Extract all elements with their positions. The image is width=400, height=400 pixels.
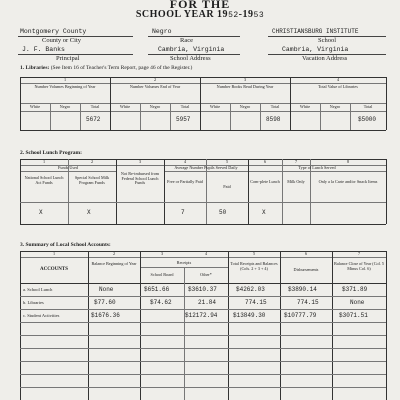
acct-colnum-4: 4 xyxy=(204,251,208,256)
acct-b-balance-close: None xyxy=(350,299,365,306)
acct-c-disbursements: $10777.79 xyxy=(284,312,317,319)
lunch-colnum-8: 8 xyxy=(346,159,350,164)
school-label: School xyxy=(318,37,337,44)
lib-sub-white-4: White xyxy=(299,104,311,109)
libraries-note: (See Item 16 of Teacher's Term Report, page 46 of the Register.) xyxy=(50,65,193,71)
principal-label: Principal xyxy=(56,55,80,62)
acct-a-other: $3610.37 xyxy=(188,286,217,293)
address-label: School Address xyxy=(170,55,211,62)
lunch-head-milk-only: Milk Only xyxy=(287,179,305,184)
acct-head-school-board: School Board xyxy=(150,272,174,277)
school-year-end: 53 xyxy=(253,11,265,20)
race-label: Race xyxy=(180,37,193,44)
lunch-head-not-reimbursed: Not Re-imbursed from Federal School Lunch Funds xyxy=(120,171,160,186)
acct-colnum-1: 1 xyxy=(52,251,56,256)
acct-head-receipts: Receipts xyxy=(176,260,192,265)
lunch-colnum-3: 3 xyxy=(138,159,142,164)
acct-b-school-board: $74.62 xyxy=(150,299,172,306)
acct-colnum-7: 7 xyxy=(357,251,361,256)
lunch-colnum-1: 1 xyxy=(42,159,46,164)
acct-a-total-receipts: $4262.03 xyxy=(236,286,265,293)
lib-head-total-value: Total Value of Libraries xyxy=(318,84,358,89)
lunch-heading: 2. School Lunch Program: xyxy=(20,150,82,156)
lunch-head-complete: Com-plete Lunch xyxy=(250,179,280,184)
acct-row-label-libraries: b. Libraries xyxy=(23,300,44,305)
acct-colnum-3: 3 xyxy=(160,251,164,256)
lunch-head-free: Free or Partially Paid xyxy=(167,179,203,184)
lunch-colnum-7: 7 xyxy=(294,159,298,164)
acct-head-total-receipts: Total Receipts and Balances (Cols. 2 + 3 + 4) xyxy=(230,261,278,271)
lib-volumes-end-total: 5957 xyxy=(176,116,191,123)
lib-sub-total-1: Total xyxy=(90,104,100,109)
lib-sub-white-3: White xyxy=(209,104,221,109)
lunch-val-free: 7 xyxy=(181,209,185,216)
race-value: Negro xyxy=(152,28,172,35)
accounts-heading: 3. Summary of Local School Accounts: xyxy=(20,242,111,248)
lunch-head-paid: Paid xyxy=(223,184,231,189)
lib-head-volumes-begin: Number Volumes Beginning of Year xyxy=(34,84,96,89)
acct-colnum-6: 6 xyxy=(304,251,308,256)
lunch-val-milk-program: X xyxy=(87,209,91,216)
lunch-colnum-6: 6 xyxy=(263,159,267,164)
acct-head-other: Other* xyxy=(200,272,212,277)
lib-sub-white-2: White xyxy=(119,104,131,109)
acct-b-balance-begin: $77.60 xyxy=(94,299,116,306)
acct-head-disbursements: Disbursements xyxy=(293,267,319,272)
acct-head-balance-begin: Balance Beginning of Year xyxy=(91,261,137,266)
county-value: Montgomery County xyxy=(20,28,87,35)
libraries-heading: 1. Libraries: (See Item 16 of Teacher's Term Report, page 46 of the Register.) xyxy=(20,65,193,71)
school-year-start: 52 xyxy=(228,11,239,20)
lib-sub-total-2: Total xyxy=(180,104,190,109)
lunch-head-a-la-carte: Only a la Carte and/or Snack Items xyxy=(318,179,378,184)
vacation-address-label: Vacation Address xyxy=(302,55,348,62)
acct-c-total-receipts: $13849.30 xyxy=(233,312,266,319)
lunch-colnum-4: 4 xyxy=(183,159,187,164)
acct-a-balance-close: $371.89 xyxy=(342,286,368,293)
lib-colnum-4: 4 xyxy=(336,77,340,82)
header-line1: FOR THE xyxy=(169,0,231,11)
lunch-colnum-2: 2 xyxy=(90,159,94,164)
lib-sub-total-4: Total xyxy=(363,104,373,109)
lunch-val-complete: X xyxy=(262,209,266,216)
lib-head-volumes-end: Number Volumes End of Year xyxy=(129,84,181,89)
header-school-year xyxy=(0,9,400,20)
county-label: County or City xyxy=(42,37,82,44)
acct-row-label-school-lunch: a. School Lunch xyxy=(23,287,53,292)
acct-c-other: $12172.94 xyxy=(185,312,218,319)
acct-row-label-student-activities: c. Student Activities xyxy=(23,313,60,318)
lib-colnum-2: 2 xyxy=(153,77,157,82)
lunch-colnum-5: 5 xyxy=(225,159,229,164)
school-value: CHRISTIANSBURG INSTITUTE xyxy=(272,28,359,35)
lib-colnum-3: 3 xyxy=(243,77,247,82)
principal-value: J. F. Banks xyxy=(22,46,65,53)
lib-sub-total-3: Total xyxy=(270,104,280,109)
lunch-funds-head: Funds Used xyxy=(58,165,78,170)
school-year-sep: -19 xyxy=(238,9,254,20)
acct-b-total-receipts: 774.15 xyxy=(245,299,267,306)
lunch-head-national: National School Lunch Act Funds xyxy=(24,175,64,185)
vacation-address-value: Cambria, Virginia xyxy=(282,46,349,53)
acct-c-balance-begin: $1676.36 xyxy=(91,312,120,319)
lib-sub-white-1: White xyxy=(29,104,41,109)
lunch-val-national: X xyxy=(39,209,43,216)
lib-head-books-read: Number Books Read During Year xyxy=(216,84,274,89)
lib-total-value: $5000 xyxy=(358,116,377,123)
acct-head-balance-close: Balance Close of Year (Col. 5 Minus Col. 6) xyxy=(334,261,384,271)
lib-sub-negro-2: Negro xyxy=(149,104,161,109)
lib-colnum-1: 1 xyxy=(63,77,67,82)
lunch-val-paid: 50 xyxy=(219,209,227,216)
address-value: Cambria, Virginia xyxy=(158,46,225,53)
lib-sub-negro-4: Negro xyxy=(329,104,341,109)
lib-sub-negro-3: Negro xyxy=(239,104,251,109)
acct-b-disbursements: 774.15 xyxy=(297,299,319,306)
acct-c-balance-close: $3071.51 xyxy=(339,312,368,319)
lib-books-read-total: 8598 xyxy=(266,116,281,123)
lunch-type-head: Type of Lunch Served xyxy=(298,165,336,170)
lunch-head-milk-program: Special School Milk Program Funds xyxy=(74,175,110,185)
school-year-prefix: SCHOOL YEAR 19 xyxy=(135,9,229,20)
acct-colnum-2: 2 xyxy=(112,251,116,256)
acct-a-disbursements: $3890.14 xyxy=(288,286,317,293)
lib-volumes-begin-total: 5672 xyxy=(86,116,101,123)
lib-sub-negro-1: Negro xyxy=(59,104,71,109)
acct-b-other: 21.84 xyxy=(198,299,217,306)
acct-a-school-board: $651.66 xyxy=(144,286,170,293)
lunch-avg-head: Average Number Pupils Served Daily xyxy=(174,165,238,170)
acct-colnum-5: 5 xyxy=(252,251,256,256)
acct-head-accounts: ACCOUNTS xyxy=(39,267,69,272)
acct-a-balance-begin: None xyxy=(99,286,114,293)
